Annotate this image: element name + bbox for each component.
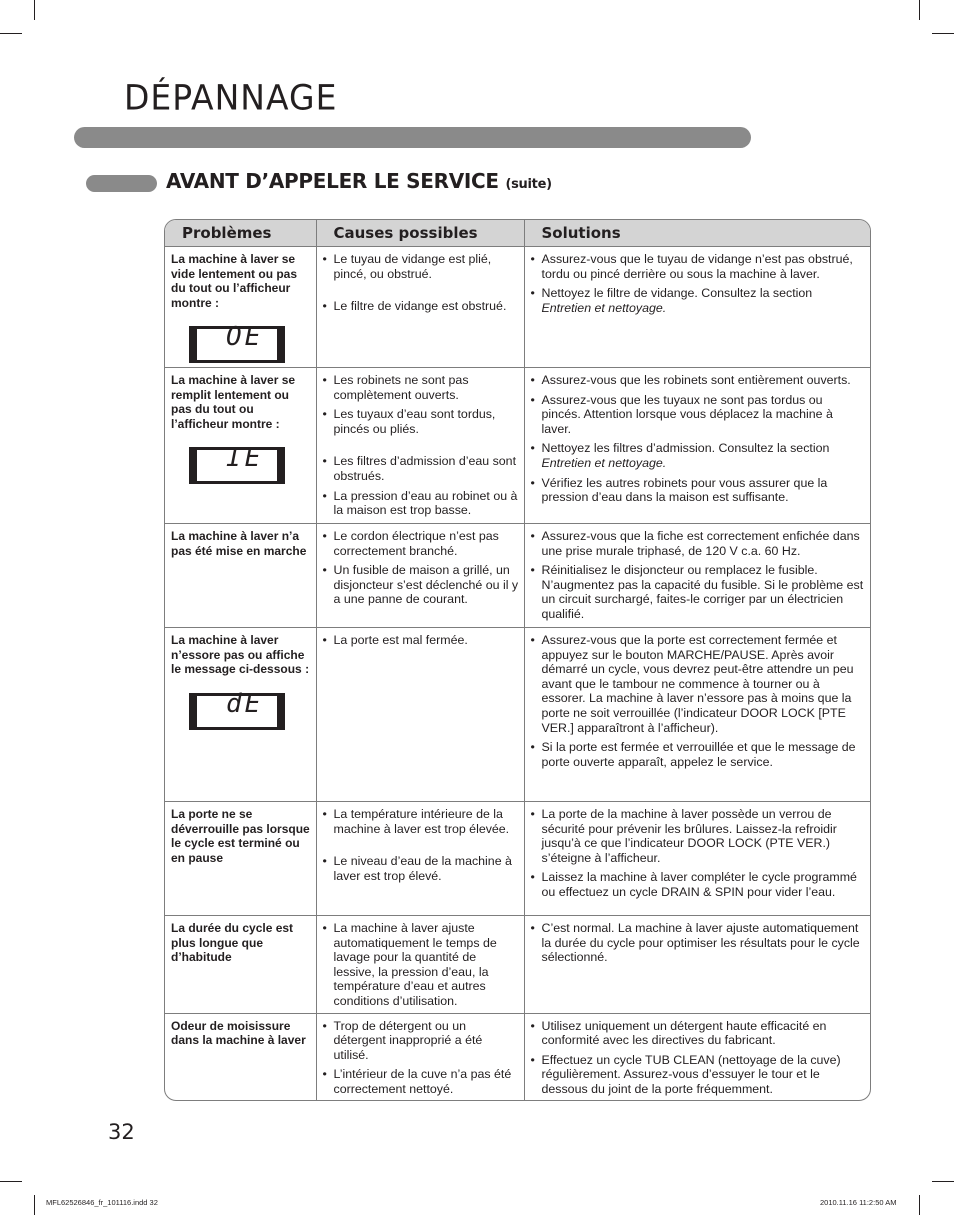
problem-cell <box>165 916 316 1014</box>
solutions-cell <box>524 368 870 524</box>
crop-mark <box>932 33 954 34</box>
crop-mark <box>0 1181 22 1182</box>
table-row <box>165 524 870 628</box>
header-problems: Problèmes <box>165 220 316 247</box>
crop-mark <box>919 0 920 20</box>
display-code: dE <box>226 688 264 719</box>
cause-item: • La machine à laver ajuste automatiquement le temps de lavage pour la quantité de lessive, la pression d’eau, la température d’eau et autres conditions d’utilisation. <box>323 921 519 1009</box>
problem-cell <box>165 368 316 524</box>
title-bar <box>74 127 751 148</box>
solution-item: • Vérifiez les autres robinets pour vous assurer que la pression d’eau dans la maison est suffisante. <box>531 476 866 505</box>
solution-item: • Si la porte est fermée et verrouillée et que le message de porte ouverte apparaît, appelez le service. <box>531 740 866 769</box>
cause-item: • La porte est mal fermée. <box>323 633 519 648</box>
causes-cell <box>316 247 524 368</box>
solution-item: • Assurez-vous que la porte est correctement fermée et appuyez sur le bouton MARCHE/PAUSE. Après avoir démarré un cycle, vous devrez peut-être attendre un peu avant que le tambour ne commence à tourner ou à essorer. La machine à laver n’essore pas à moins que la porte ne soit verrouillée (l’indicateur DOOR LOCK [PTE VER.] apparaîtront à l’afficheur). <box>531 633 866 735</box>
display-indicator <box>189 322 285 363</box>
solutions-cell <box>524 916 870 1014</box>
causes-cell <box>316 802 524 916</box>
section-title <box>166 169 552 193</box>
section-title-text: AVANT D’APPELER LE SERVICE <box>166 169 499 193</box>
table-row <box>165 802 870 916</box>
cause-item: • Le cordon électrique n’est pas correctement branché. <box>323 529 519 558</box>
solution-item: • Nettoyez le filtre de vidange. Consultez la section Entretien et nettoyage. <box>531 286 866 315</box>
problem-text: La machine à laver n’essore pas ou affiche le message ci-dessous : <box>171 633 310 676</box>
cause-item: • Trop de détergent ou un détergent inapproprié a été utilisé. <box>323 1019 519 1063</box>
problem-text: La machine à laver n’a pas été mise en marche <box>171 529 307 558</box>
solutions-cell <box>524 1013 870 1101</box>
solution-item: • Assurez-vous que la fiche est correctement enfichée dans une prise murale triphasé, de 120 V c.a. 60 Hz. <box>531 529 866 558</box>
cause-item: • La pression d’eau au robinet ou à la maison est trop basse. <box>323 489 519 518</box>
crop-mark <box>932 1181 954 1182</box>
section-title-suffix: (suite) <box>505 177 552 192</box>
crop-mark <box>34 0 35 20</box>
problem-text: La durée du cycle est plus longue que d’habitude <box>171 921 294 964</box>
troubleshooting-table <box>164 219 871 1101</box>
solutions-cell <box>524 247 870 368</box>
table-row <box>165 247 870 368</box>
page-title: DÉPANNAGE <box>124 77 338 118</box>
crop-mark <box>34 1195 35 1215</box>
solutions-cell <box>524 524 870 628</box>
causes-cell <box>316 368 524 524</box>
page-number: 32 <box>108 1120 135 1144</box>
cause-item: • Les tuyaux d’eau sont tordus, pincés ou pliés. <box>323 407 519 436</box>
causes-cell <box>316 1013 524 1101</box>
solution-item: • Réinitialisez le disjoncteur ou remplacez le fusible. N’augmentez pas la capacité du fusible. Si le problème est un circuit surchargé, faites-le corriger par un électricien qualifié. <box>531 563 866 621</box>
causes-cell <box>316 628 524 802</box>
display-indicator <box>189 443 285 484</box>
cause-item: • Les robinets ne sont pas complètement ouverts. <box>323 373 519 402</box>
problem-cell <box>165 247 316 368</box>
table-header-row <box>165 220 870 247</box>
section-pill <box>86 175 157 192</box>
table-row <box>165 1013 870 1101</box>
solution-item: • Assurez-vous que le tuyau de vidange n’est pas obstrué, tordu ou pincé derrière ou sous la machine à laver. <box>531 252 866 281</box>
cause-item: • Le niveau d’eau de la machine à laver est trop élevé. <box>323 854 519 883</box>
cause-item: • La température intérieure de la machine à laver est trop élevée. <box>323 807 519 836</box>
header-causes: Causes possibles <box>316 220 524 247</box>
crop-mark <box>919 1195 920 1215</box>
footer-file-info: MFL62526846_fr_101116.indd 32 <box>46 1198 158 1207</box>
problem-text: La machine à laver se remplit lentement ou pas du tout ou l’afficheur montre : <box>171 373 296 431</box>
display-indicator <box>189 688 285 730</box>
solution-item: • Nettoyez les filtres d’admission. Consultez la section Entretien et nettoyage. <box>531 441 866 470</box>
display-code: OE <box>226 322 264 352</box>
problem-cell <box>165 802 316 916</box>
solution-item: • Utilisez uniquement un détergent haute efficacité en conformité avec les directives du fabricant. <box>531 1019 866 1048</box>
table-row <box>165 368 870 524</box>
cause-item: • Un fusible de maison a grillé, un disjoncteur s’est déclenché ou il y a une panne de courant. <box>323 563 519 607</box>
causes-cell <box>316 524 524 628</box>
header-solutions: Solutions <box>524 220 870 247</box>
causes-cell <box>316 916 524 1014</box>
solutions-cell <box>524 628 870 802</box>
problem-cell <box>165 628 316 802</box>
problem-text: La machine à laver se vide lentement ou pas du tout ou l’afficheur montre : <box>171 252 298 310</box>
cause-item: • Le filtre de vidange est obstrué. <box>323 299 519 314</box>
cause-item: • L’intérieur de la cuve n’a pas été correctement nettoyé. <box>323 1067 519 1096</box>
cause-item: • Les filtres d’admission d’eau sont obstrués. <box>323 454 519 483</box>
crop-mark <box>0 33 22 34</box>
solution-item: • C’est normal. La machine à laver ajuste automatiquement la durée du cycle pour optimiser les résultats pour le cycle sélectionné. <box>531 921 866 965</box>
display-code: IE <box>226 443 264 473</box>
cause-item: • Le tuyau de vidange est plié, pincé, ou obstrué. <box>323 252 519 281</box>
solutions-cell <box>524 802 870 916</box>
solution-item: • Laissez la machine à laver compléter le cycle programmé ou effectuez un cycle DRAIN & SPIN pour vider l’eau. <box>531 870 866 899</box>
solution-item: • Effectuez un cycle TUB CLEAN (nettoyage de la cuve) régulièrement. Assurez-vous d’essuyer le tour et le dessous du joint de la porte fréquemment. <box>531 1053 866 1097</box>
problem-cell <box>165 1013 316 1101</box>
solution-item: • La porte de la machine à laver possède un verrou de sécurité pour prévenir les brûlures. Laissez-la refroidir jusqu’à ce que l’indicateur DOOR LOCK (PTE VER.) s’éteigne à l’afficheur. <box>531 807 866 865</box>
problem-cell <box>165 524 316 628</box>
problem-text: Odeur de moisissure dans la machine à laver <box>171 1018 306 1048</box>
solution-item: • Assurez-vous que les robinets sont entièrement ouverts. <box>531 373 866 388</box>
solution-item: • Assurez-vous que les tuyaux ne sont pas tordus ou pincés. Attention lorsque vous déplacez la machine à laver. <box>531 393 866 437</box>
footer-timestamp: 2010.11.16 11:2:50 AM <box>820 1198 897 1207</box>
table-row <box>165 628 870 802</box>
problem-text: La porte ne se déverrouille pas lorsque le cycle est terminé ou en pause <box>171 807 310 865</box>
table-row <box>165 916 870 1014</box>
